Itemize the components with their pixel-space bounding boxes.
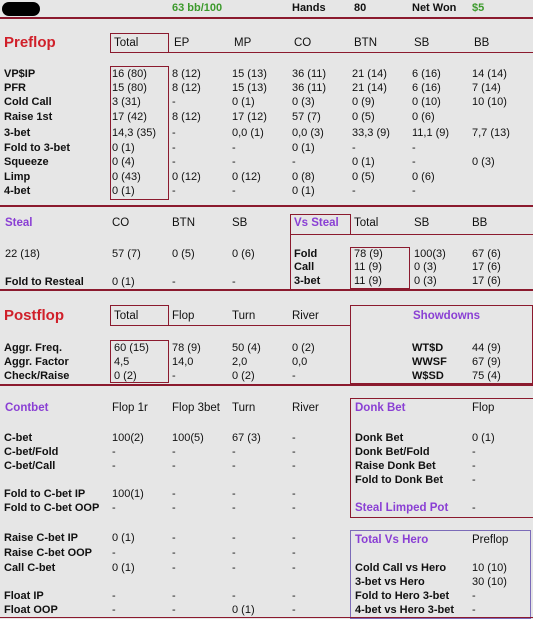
preflop-cell: - bbox=[172, 127, 176, 139]
preflop-cell: 0 (1) bbox=[352, 156, 375, 168]
divider bbox=[350, 517, 533, 518]
preflop-cell: 0 (3) bbox=[292, 96, 315, 108]
contbet-cell: - bbox=[292, 446, 296, 458]
preflop-cell: 21 (14) bbox=[352, 82, 387, 94]
divider bbox=[168, 325, 351, 326]
preflop-cell: 17 (42) bbox=[112, 111, 147, 123]
donk-row-label: Fold to Donk Bet bbox=[355, 474, 443, 486]
contbet-cell: - bbox=[232, 488, 236, 500]
contbet-cell: - bbox=[112, 547, 116, 559]
vs-steal-cell: 0 (3) bbox=[414, 261, 437, 273]
contbet-cell: - bbox=[112, 604, 116, 616]
preflop-cell: - bbox=[232, 185, 236, 197]
vs-steal-row-label: Fold bbox=[294, 248, 318, 260]
steal-col-btn: BTN bbox=[172, 217, 195, 229]
donk-value: - bbox=[472, 446, 476, 458]
preflop-cell: 0,0 (1) bbox=[232, 127, 264, 139]
net-won-label: Net Won bbox=[412, 2, 457, 14]
preflop-cell: 0 (12) bbox=[232, 171, 261, 183]
contbet-col-header: Flop 1r bbox=[112, 402, 148, 414]
preflop-col-header: EP bbox=[174, 37, 190, 49]
contbet-cell: - bbox=[232, 502, 236, 514]
preflop-cell: - bbox=[412, 142, 416, 154]
divider bbox=[350, 398, 533, 399]
contbet-row-label: Float OOP bbox=[4, 604, 58, 616]
preflop-cell: - bbox=[352, 142, 356, 154]
contbet-cell: - bbox=[172, 590, 176, 602]
donk-title: Donk Bet bbox=[355, 402, 406, 414]
preflop-cell: 0 (8) bbox=[292, 171, 315, 183]
contbet-cell: 67 (3) bbox=[232, 432, 261, 444]
showdown-value: 44 (9) bbox=[472, 342, 501, 354]
vs-steal-col-bb: BB bbox=[472, 217, 488, 229]
showdown-row-label: W$SD bbox=[412, 370, 444, 382]
preflop-col-header: SB bbox=[414, 37, 430, 49]
preflop-row-label: Squeeze bbox=[4, 156, 49, 168]
preflop-cell: 0 (1) bbox=[112, 185, 135, 197]
divider bbox=[0, 384, 533, 386]
contbet-cell: - bbox=[292, 590, 296, 602]
postflop-cell: - bbox=[172, 370, 176, 382]
preflop-cell: - bbox=[172, 156, 176, 168]
postflop-col-header: Flop bbox=[172, 310, 195, 322]
vs-hero-value: - bbox=[472, 604, 476, 616]
vs-hero-row-label: 3-bet vs Hero bbox=[355, 576, 425, 588]
steal-total: 22 (18) bbox=[5, 248, 40, 260]
showdown-row-label: WWSF bbox=[412, 356, 447, 368]
net-won-value: $5 bbox=[472, 2, 485, 14]
preflop-col-header: MP bbox=[234, 37, 252, 49]
preflop-row-label: Fold to 3-bet bbox=[4, 142, 70, 154]
preflop-cell: 8 (12) bbox=[172, 82, 201, 94]
vs-steal-col-sb: SB bbox=[414, 217, 430, 229]
preflop-cell: 0 (9) bbox=[352, 96, 375, 108]
contbet-cell: 100(1) bbox=[112, 488, 144, 500]
vs-hero-value: - bbox=[472, 590, 476, 602]
contbet-cell: - bbox=[292, 460, 296, 472]
divider bbox=[0, 289, 533, 291]
preflop-cell: 0 (1) bbox=[232, 96, 255, 108]
postflop-row-label: Aggr. Factor bbox=[4, 356, 69, 368]
preflop-col-header: BB bbox=[474, 37, 490, 49]
preflop-col-header: Total bbox=[114, 37, 139, 49]
contbet-cell: - bbox=[232, 562, 236, 574]
steal-col-sb: SB bbox=[232, 217, 248, 229]
contbet-cell: - bbox=[172, 604, 176, 616]
donk-row-label: Donk Bet bbox=[355, 432, 404, 444]
preflop-cell: - bbox=[232, 156, 236, 168]
preflop-cell: 0 (5) bbox=[352, 171, 375, 183]
preflop-cell: 3 (31) bbox=[112, 96, 141, 108]
preflop-cell: 7,7 (13) bbox=[472, 127, 510, 139]
preflop-cell: - bbox=[352, 185, 356, 197]
preflop-cell: 0 (6) bbox=[412, 171, 435, 183]
donk-value: 0 (1) bbox=[472, 432, 495, 444]
preflop-cell: 6 (16) bbox=[412, 82, 441, 94]
contbet-cell: - bbox=[232, 547, 236, 559]
contbet-cell: - bbox=[292, 488, 296, 500]
redacted-player-name bbox=[2, 2, 40, 16]
contbet-cell: - bbox=[112, 446, 116, 458]
preflop-col-header: CO bbox=[294, 37, 312, 49]
divider bbox=[350, 234, 533, 235]
preflop-row-label: VP$IP bbox=[4, 68, 36, 80]
preflop-row-label: 3-bet bbox=[4, 127, 31, 139]
preflop-cell: 21 (14) bbox=[352, 68, 387, 80]
preflop-cell: 0 (1) bbox=[292, 142, 315, 154]
preflop-row-label: Raise 1st bbox=[4, 111, 53, 123]
preflop-cell: 36 (11) bbox=[292, 82, 327, 94]
contbet-cell: 0 (1) bbox=[232, 604, 255, 616]
preflop-cell: - bbox=[172, 142, 176, 154]
fold-to-resteal-sb: - bbox=[232, 276, 236, 288]
fold-to-resteal-co: 0 (1) bbox=[112, 276, 135, 288]
contbet-cell: - bbox=[292, 547, 296, 559]
contbet-cell: - bbox=[172, 446, 176, 458]
contbet-col-header: River bbox=[292, 402, 319, 414]
contbet-col-header: Flop 3bet bbox=[172, 402, 220, 414]
hands-value: 80 bbox=[354, 2, 367, 14]
divider bbox=[0, 617, 533, 618]
contbet-cell: - bbox=[112, 502, 116, 514]
preflop-cell: 7 (14) bbox=[472, 82, 501, 94]
steal-sb: 0 (6) bbox=[232, 248, 255, 260]
preflop-cell: - bbox=[412, 156, 416, 168]
postflop-col-header: Total bbox=[114, 310, 139, 322]
contbet-cell: - bbox=[232, 590, 236, 602]
preflop-cell: 0 (43) bbox=[112, 171, 141, 183]
preflop-cell: - bbox=[172, 185, 176, 197]
preflop-row-label: PFR bbox=[4, 82, 26, 94]
contbet-cell: 100(2) bbox=[112, 432, 144, 444]
contbet-row-label: C-bet/Fold bbox=[4, 446, 59, 458]
contbet-row-label: Raise C-bet IP bbox=[4, 532, 78, 544]
contbet-row-label: Float IP bbox=[4, 590, 44, 602]
preflop-cell: 17 (12) bbox=[232, 111, 267, 123]
preflop-row-label: Limp bbox=[4, 171, 31, 183]
vs-steal-cell: 11 (9) bbox=[354, 261, 382, 273]
donk-value: - bbox=[472, 460, 476, 472]
winrate-bb: 63 bb/100 bbox=[172, 2, 223, 14]
preflop-cell: 57 (7) bbox=[292, 111, 321, 123]
preflop-cell: 0 (5) bbox=[352, 111, 375, 123]
showdown-row-label: WT$D bbox=[412, 342, 444, 354]
preflop-cell: 14,3 (35) bbox=[112, 127, 157, 139]
preflop-cell: - bbox=[412, 185, 416, 197]
contbet-cell: - bbox=[112, 590, 116, 602]
postflop-row-label: Aggr. Freq. bbox=[4, 342, 63, 354]
contbet-row-label: Fold to C-bet OOP bbox=[4, 502, 100, 514]
steal-col-co: CO bbox=[112, 217, 130, 229]
preflop-row-label: 4-bet bbox=[4, 185, 31, 197]
donk-col-flop: Flop bbox=[472, 402, 495, 414]
contbet-cell: - bbox=[292, 502, 296, 514]
preflop-cell: 0 (1) bbox=[292, 185, 315, 197]
contbet-cell: - bbox=[172, 532, 176, 544]
contbet-cell: 100(5) bbox=[172, 432, 204, 444]
postflop-cell: 0 (2) bbox=[232, 370, 255, 382]
contbet-cell: - bbox=[232, 460, 236, 472]
postflop-row-label: Check/Raise bbox=[4, 370, 70, 382]
steal-btn: 0 (5) bbox=[172, 248, 195, 260]
postflop-cell: 0 (2) bbox=[114, 370, 137, 382]
contbet-cell: 0 (1) bbox=[112, 562, 135, 574]
contbet-cell: - bbox=[172, 488, 176, 500]
preflop-cell: 10 (10) bbox=[472, 96, 507, 108]
vs-hero-value: 10 (10) bbox=[472, 562, 507, 574]
fold-to-resteal-label: Fold to Resteal bbox=[5, 276, 84, 288]
postflop-cell: 60 (15) bbox=[114, 342, 149, 354]
vs-steal-cell: 0 (3) bbox=[414, 275, 437, 287]
postflop-title: Postflop bbox=[4, 307, 64, 324]
divider bbox=[0, 205, 533, 207]
vs-steal-col-total: Total bbox=[354, 217, 379, 229]
preflop-cell: 15 (80) bbox=[112, 82, 147, 94]
contbet-title: Contbet bbox=[5, 402, 49, 414]
postflop-col-header: Turn bbox=[232, 310, 256, 322]
preflop-row-label: Cold Call bbox=[4, 96, 52, 108]
contbet-row-label: C-bet/Call bbox=[4, 460, 56, 472]
postflop-cell: 78 (9) bbox=[172, 342, 201, 354]
preflop-cell: 8 (12) bbox=[172, 68, 201, 80]
preflop-cell: 6 (16) bbox=[412, 68, 441, 80]
preflop-cell: 15 (13) bbox=[232, 68, 267, 80]
vs-steal-row-label: 3-bet bbox=[294, 275, 321, 287]
donk-divider bbox=[350, 398, 351, 518]
contbet-row-label: Fold to C-bet IP bbox=[4, 488, 86, 500]
contbet-cell: - bbox=[172, 562, 176, 574]
contbet-cell: - bbox=[292, 432, 296, 444]
preflop-cell: - bbox=[232, 142, 236, 154]
vs-steal-title: Vs Steal bbox=[294, 217, 339, 229]
steal-co: 57 (7) bbox=[112, 248, 141, 260]
contbet-row-label: Raise C-bet OOP bbox=[4, 547, 93, 559]
preflop-cell: - bbox=[172, 96, 176, 108]
preflop-cell: 0 (10) bbox=[412, 96, 441, 108]
preflop-cell: 36 (11) bbox=[292, 68, 327, 80]
donk-row-label: Raise Donk Bet bbox=[355, 460, 436, 472]
preflop-cell: 0 (3) bbox=[472, 156, 495, 168]
preflop-cell: 0 (1) bbox=[112, 142, 135, 154]
donk-value: - bbox=[472, 474, 476, 486]
donk-row-label: Donk Bet/Fold bbox=[355, 446, 430, 458]
preflop-cell: 0,0 (3) bbox=[292, 127, 324, 139]
contbet-cell: - bbox=[232, 532, 236, 544]
vs-steal-cell: 78 (9) bbox=[354, 248, 383, 260]
preflop-cell: - bbox=[292, 156, 296, 168]
vs-steal-cell: 17 (6) bbox=[472, 275, 501, 287]
vs-steal-cell: 11 (9) bbox=[354, 275, 382, 287]
steal-title: Steal bbox=[5, 217, 33, 229]
postflop-cell: 2,0 bbox=[232, 356, 248, 368]
vs-hero-row-label: Fold to Hero 3-bet bbox=[355, 590, 450, 602]
vs-steal-cell: 17 (6) bbox=[472, 261, 501, 273]
contbet-cell: - bbox=[292, 532, 296, 544]
steal-limped-pot-value: - bbox=[472, 502, 476, 514]
postflop-cell: 14,0 bbox=[172, 356, 194, 368]
contbet-row-label: C-bet bbox=[4, 432, 33, 444]
vs-steal-cell: 67 (6) bbox=[472, 248, 501, 260]
contbet-col-header: Turn bbox=[232, 402, 256, 414]
contbet-cell: - bbox=[232, 446, 236, 458]
vs-steal-cell: 100(3) bbox=[414, 248, 446, 260]
contbet-cell: - bbox=[172, 547, 176, 559]
fold-to-resteal-btn: - bbox=[172, 276, 176, 288]
preflop-col-header: BTN bbox=[354, 37, 377, 49]
postflop-cell: 50 (4) bbox=[232, 342, 261, 354]
contbet-cell: - bbox=[112, 460, 116, 472]
preflop-cell: 8 (12) bbox=[172, 111, 201, 123]
vs-steal-row-label: Call bbox=[294, 261, 315, 273]
vs-hero-col-preflop: Preflop bbox=[472, 534, 509, 546]
contbet-row-label: Call C-bet bbox=[4, 562, 56, 574]
contbet-cell: 0 (1) bbox=[112, 532, 135, 544]
preflop-title: Preflop bbox=[4, 34, 56, 51]
divider bbox=[0, 17, 533, 19]
postflop-cell: 0 (2) bbox=[292, 342, 315, 354]
preflop-cell: 0 (6) bbox=[412, 111, 435, 123]
postflop-col-header: River bbox=[292, 310, 319, 322]
showdowns-title: Showdowns bbox=[413, 310, 481, 322]
showdown-value: 67 (9) bbox=[472, 356, 501, 368]
vs-hero-title: Total Vs Hero bbox=[355, 534, 429, 546]
preflop-cell: 0 (4) bbox=[112, 156, 135, 168]
hands-label: Hands bbox=[292, 2, 326, 14]
preflop-cell: 11,1 (9) bbox=[412, 127, 450, 139]
postflop-cell: 4,5 bbox=[114, 356, 130, 368]
divider bbox=[168, 52, 533, 53]
vs-hero-row-label: 4-bet vs Hero 3-bet bbox=[355, 604, 455, 616]
contbet-cell: - bbox=[172, 502, 176, 514]
contbet-cell: - bbox=[292, 562, 296, 574]
preflop-cell: 0 (12) bbox=[172, 171, 201, 183]
vs-hero-row-label: Cold Call vs Hero bbox=[355, 562, 447, 574]
preflop-cell: 14 (14) bbox=[472, 68, 507, 80]
showdown-value: 75 (4) bbox=[472, 370, 501, 382]
contbet-cell: - bbox=[172, 460, 176, 472]
steal-limped-pot-title: Steal Limped Pot bbox=[355, 502, 449, 514]
preflop-cell: 16 (80) bbox=[112, 68, 147, 80]
postflop-cell: - bbox=[292, 370, 296, 382]
vs-hero-value: 30 (10) bbox=[472, 576, 507, 588]
preflop-cell: 15 (13) bbox=[232, 82, 267, 94]
preflop-cell: 33,3 (9) bbox=[352, 127, 390, 139]
postflop-cell: 0,0 bbox=[292, 356, 308, 368]
contbet-cell: - bbox=[292, 604, 296, 616]
